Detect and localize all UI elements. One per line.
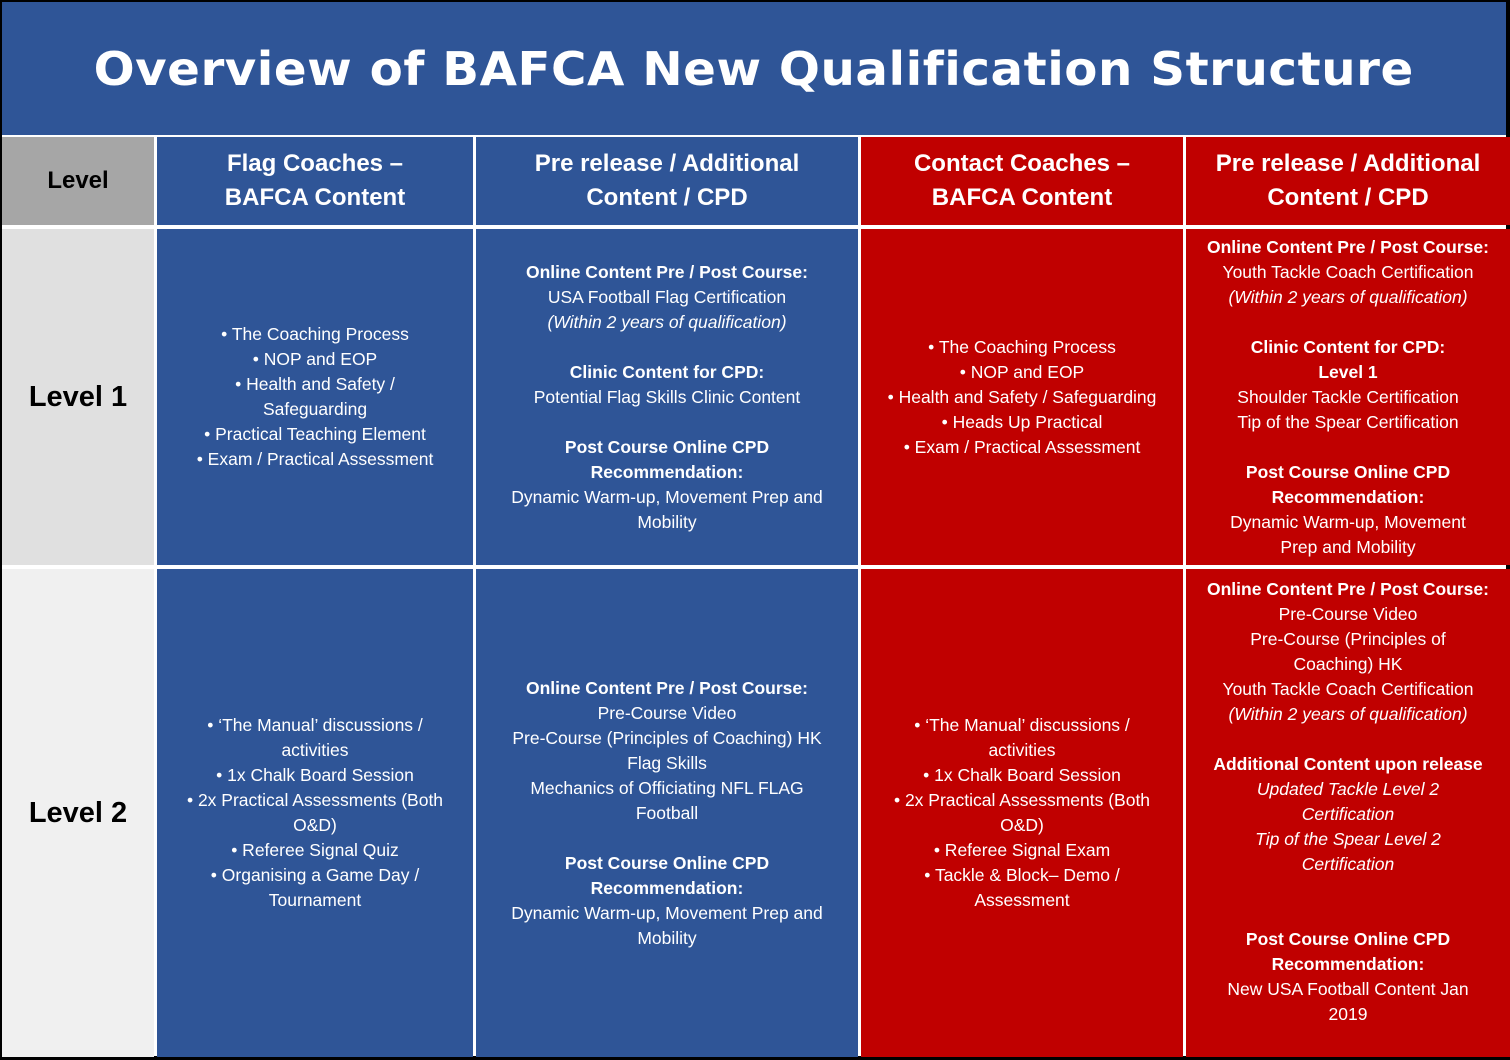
list-item: • Exam / Practical Assessment <box>196 449 434 469</box>
list-item: • 1x Chalk Board Session <box>216 765 414 785</box>
section-subheading: Level 1 <box>1318 361 1378 382</box>
list-item: Mobility <box>637 511 697 532</box>
list-item: Dynamic Warm-up, Movement <box>1230 511 1466 532</box>
list-item: Dynamic Warm-up, Movement Prep and <box>511 486 823 507</box>
section-heading: Recommendation: <box>1271 954 1425 974</box>
list-item: Tip of the Spear Certification <box>1237 411 1459 432</box>
section-heading: Online Content Pre / Post Course: <box>1207 236 1489 257</box>
header-text: Pre release / Additional <box>1215 150 1481 177</box>
section-heading: Recommendation: <box>590 461 744 482</box>
list-item: • Tackle & Block– Demo / <box>924 865 1120 885</box>
list-item: • NOP and EOP <box>252 349 378 369</box>
list-item: • Practical Teaching Element <box>204 424 426 444</box>
list-item: • Referee Signal Exam <box>933 840 1111 860</box>
level-1-contact-content <box>861 229 1183 565</box>
header-text: Flag Coaches – <box>226 150 404 177</box>
header-level <box>2 137 154 225</box>
title-banner <box>2 2 1506 135</box>
list-item: Football <box>635 802 699 823</box>
section-heading: Online Content Pre / Post Course: <box>526 261 808 282</box>
list-item: • Organising a Game Day / <box>210 865 420 885</box>
header-contact-extra <box>1186 137 1510 225</box>
list-item: Tip of the Spear Level 2 <box>1255 829 1441 849</box>
list-item: Youth Tackle Coach Certification <box>1222 261 1474 282</box>
header-text: BAFCA Content <box>931 184 1113 211</box>
list-item: • NOP and EOP <box>959 361 1085 382</box>
list-item: • The Coaching Process <box>221 324 409 344</box>
list-item: Pre-Course Video <box>1278 604 1418 624</box>
level-2-flag-extra <box>476 569 858 1057</box>
level-1-flag-content <box>157 229 473 565</box>
list-item: Updated Tackle Level 2 <box>1256 779 1440 799</box>
list-item: • 2x Practical Assessments (Both <box>893 790 1151 810</box>
section-heading: Post Course Online CPD <box>564 852 770 873</box>
list-item: • Referee Signal Quiz <box>231 840 399 860</box>
note: (Within 2 years of qualification) <box>1228 286 1468 307</box>
list-item: • 1x Chalk Board Session <box>923 765 1121 785</box>
list-item: • The Coaching Process <box>928 336 1116 357</box>
list-item: Pre-Course (Principles of Coaching) HK <box>512 727 822 748</box>
header-text: Pre release / Additional <box>534 150 800 177</box>
list-item: • Exam / Practical Assessment <box>903 436 1141 457</box>
level-2-contact-extra <box>1186 569 1510 1057</box>
level-2-label-cell <box>2 569 154 1057</box>
level-label: Level 1 <box>28 380 128 413</box>
slide <box>2 2 1506 1056</box>
list-item: Dynamic Warm-up, Movement Prep and <box>511 902 823 923</box>
list-item: Mobility <box>637 927 697 948</box>
level-label: Level 2 <box>28 796 128 829</box>
list-item: O&D) <box>1000 815 1044 835</box>
header-text: Content / CPD <box>586 184 748 211</box>
list-item: Youth Tackle Coach Certification <box>1222 679 1474 699</box>
list-item: Coaching) HK <box>1293 654 1403 674</box>
page-title: Overview of BAFCA New Qualification Structure <box>93 41 1415 96</box>
list-item: New USA Football Content Jan <box>1227 979 1469 999</box>
list-item: Prep and Mobility <box>1280 536 1416 557</box>
section-heading: Online Content Pre / Post Course: <box>526 677 808 698</box>
header-flag-extra <box>476 137 858 225</box>
list-item: activities <box>988 740 1056 760</box>
list-item: • Health and Safety / <box>235 374 395 394</box>
list-item: Shoulder Tackle Certification <box>1237 386 1459 407</box>
list-item: O&D) <box>293 815 337 835</box>
section-heading: Post Course Online CPD <box>1245 929 1451 949</box>
list-item: • Heads Up Practical <box>941 411 1103 432</box>
list-item: USA Football Flag Certification <box>547 286 787 307</box>
qualification-table <box>2 137 1506 1056</box>
list-item: • Health and Safety / Safeguarding <box>887 386 1157 407</box>
level-1-label-cell <box>2 229 154 565</box>
section-heading: Post Course Online CPD <box>1245 461 1451 482</box>
level-1-flag-extra <box>476 229 858 565</box>
list-item: • ‘The Manual’ discussions / <box>914 715 1130 735</box>
section-heading: Clinic Content for CPD: <box>1250 336 1446 357</box>
note: (Within 2 years of qualification) <box>1228 704 1468 724</box>
list-item: • 2x Practical Assessments (Both <box>186 790 444 810</box>
section-heading: Online Content Pre / Post Course: <box>1207 579 1489 599</box>
section-heading: Post Course Online CPD <box>564 436 770 457</box>
list-item: Flag Skills <box>627 752 707 773</box>
list-item: Safeguarding <box>262 399 368 419</box>
header-text: Contact Coaches – <box>913 150 1131 177</box>
header-level-label: Level <box>47 167 109 194</box>
list-item: Potential Flag Skills Clinic Content <box>533 386 801 407</box>
list-item: activities <box>281 740 349 760</box>
header-flag-content <box>157 137 473 225</box>
header-text: BAFCA Content <box>224 184 406 211</box>
section-heading: Additional Content upon release <box>1213 754 1483 774</box>
list-item: 2019 <box>1328 1004 1368 1024</box>
list-item: Certification <box>1301 854 1395 874</box>
note: (Within 2 years of qualification) <box>547 311 787 332</box>
header-text: Content / CPD <box>1267 184 1429 211</box>
section-heading: Clinic Content for CPD: <box>569 361 765 382</box>
section-heading: Recommendation: <box>590 877 744 898</box>
list-item: Tournament <box>268 890 362 910</box>
header-contact-content <box>861 137 1183 225</box>
level-2-flag-content <box>157 569 473 1057</box>
list-item: Pre-Course (Principles of <box>1250 629 1446 649</box>
section-heading: Recommendation: <box>1271 486 1425 507</box>
list-item: Mechanics of Officiating NFL FLAG <box>530 777 804 798</box>
list-item: Pre-Course Video <box>597 702 737 723</box>
list-item: Assessment <box>974 890 1070 910</box>
list-item: Certification <box>1301 804 1395 824</box>
level-1-contact-extra <box>1186 229 1510 565</box>
level-2-contact-content <box>861 569 1183 1057</box>
list-item: • ‘The Manual’ discussions / <box>207 715 423 735</box>
